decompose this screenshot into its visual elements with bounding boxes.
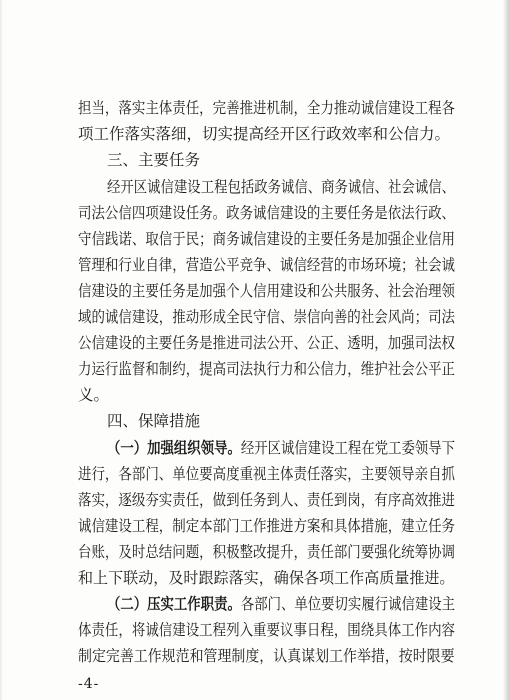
- subsection-text-responsibilities: 各部门、单位要切实履行诚信建设主: [240, 595, 456, 613]
- body-line-10: 公信建设的主要任务是推进司法公开、公正、透明，加强司法权: [78, 334, 456, 352]
- body-line-19: 和上下联动，及时跟踪落实，确保各项工作高质量推进。: [78, 569, 455, 587]
- body-line-12: 义。: [78, 386, 110, 404]
- body-line-11: 力运行监督和制约，提高司法执行力和公信力，维护社会公平正: [78, 360, 456, 378]
- body-line-8: 信建设的主要任务是加强个人信用建设和公共服务、社会治理领: [78, 282, 456, 300]
- body-line-5: 司法公信四项建设任务。政务诚信建设的主要任务是依法行政、: [78, 204, 456, 222]
- body-line-18: 台账，及时总结问题，积极整改提升，责任部门要强化统筹协调: [78, 543, 456, 561]
- section-heading-main-tasks: 三、主要任务: [107, 151, 201, 169]
- subsection-line-2: [107, 594, 455, 614]
- body-line-4: 经开区诚信建设工程包括政务诚信、商务诚信、社会诚信、: [107, 178, 456, 196]
- section-heading-safeguards: 四、保障措施: [107, 412, 201, 430]
- page-right-edge: [503, 0, 509, 700]
- body-line-1: 担当，落实主体责任，完善推进机制，全力推动诚信建设工程各: [78, 99, 456, 117]
- body-line-6: 守信践诺、取信于民；商务诚信建设的主要任务是加强企业信用: [78, 230, 456, 248]
- body-line-7: 管理和行业自律，营造公平竞争、诚信经营的市场环境；社会诚: [78, 256, 456, 274]
- subsection-text-organization: 经开区诚信建设工程在党工委领导下: [240, 439, 456, 457]
- body-line-2: 项工作落实落细，切实提高经开区行政效率和公信力。: [78, 125, 451, 143]
- body-line-17: 诚信建设工程，制定本部门工作推进方案和具体措施，建立任务: [78, 517, 456, 535]
- body-line-15: 进行，各部门、单位要高度重视主体责任落实，主要领导亲自抓: [78, 465, 456, 483]
- page-number: -4-: [78, 676, 100, 692]
- body-line-9: 域的诚信建设，推动形成全民守信、崇信向善的社会风尚；司法: [78, 308, 456, 326]
- subsection-title-organization: （一）加强组织领导。: [107, 438, 241, 457]
- subsection-title-responsibilities: （二）压实工作职责。: [107, 594, 241, 613]
- subsection-line-1: [107, 438, 455, 458]
- body-line-22: 制定完善工作规范和管理制度，认真谋划工作举措，按时限要: [78, 647, 455, 665]
- body-line-21: 体责任，将诚信建设工程列入重要议事日程，围绕具体工作内容: [78, 621, 456, 639]
- page-left-edge: [0, 0, 3, 700]
- body-line-16: 落实，逐级夯实责任，做到任务到人、责任到岗，有序高效推进: [78, 491, 456, 509]
